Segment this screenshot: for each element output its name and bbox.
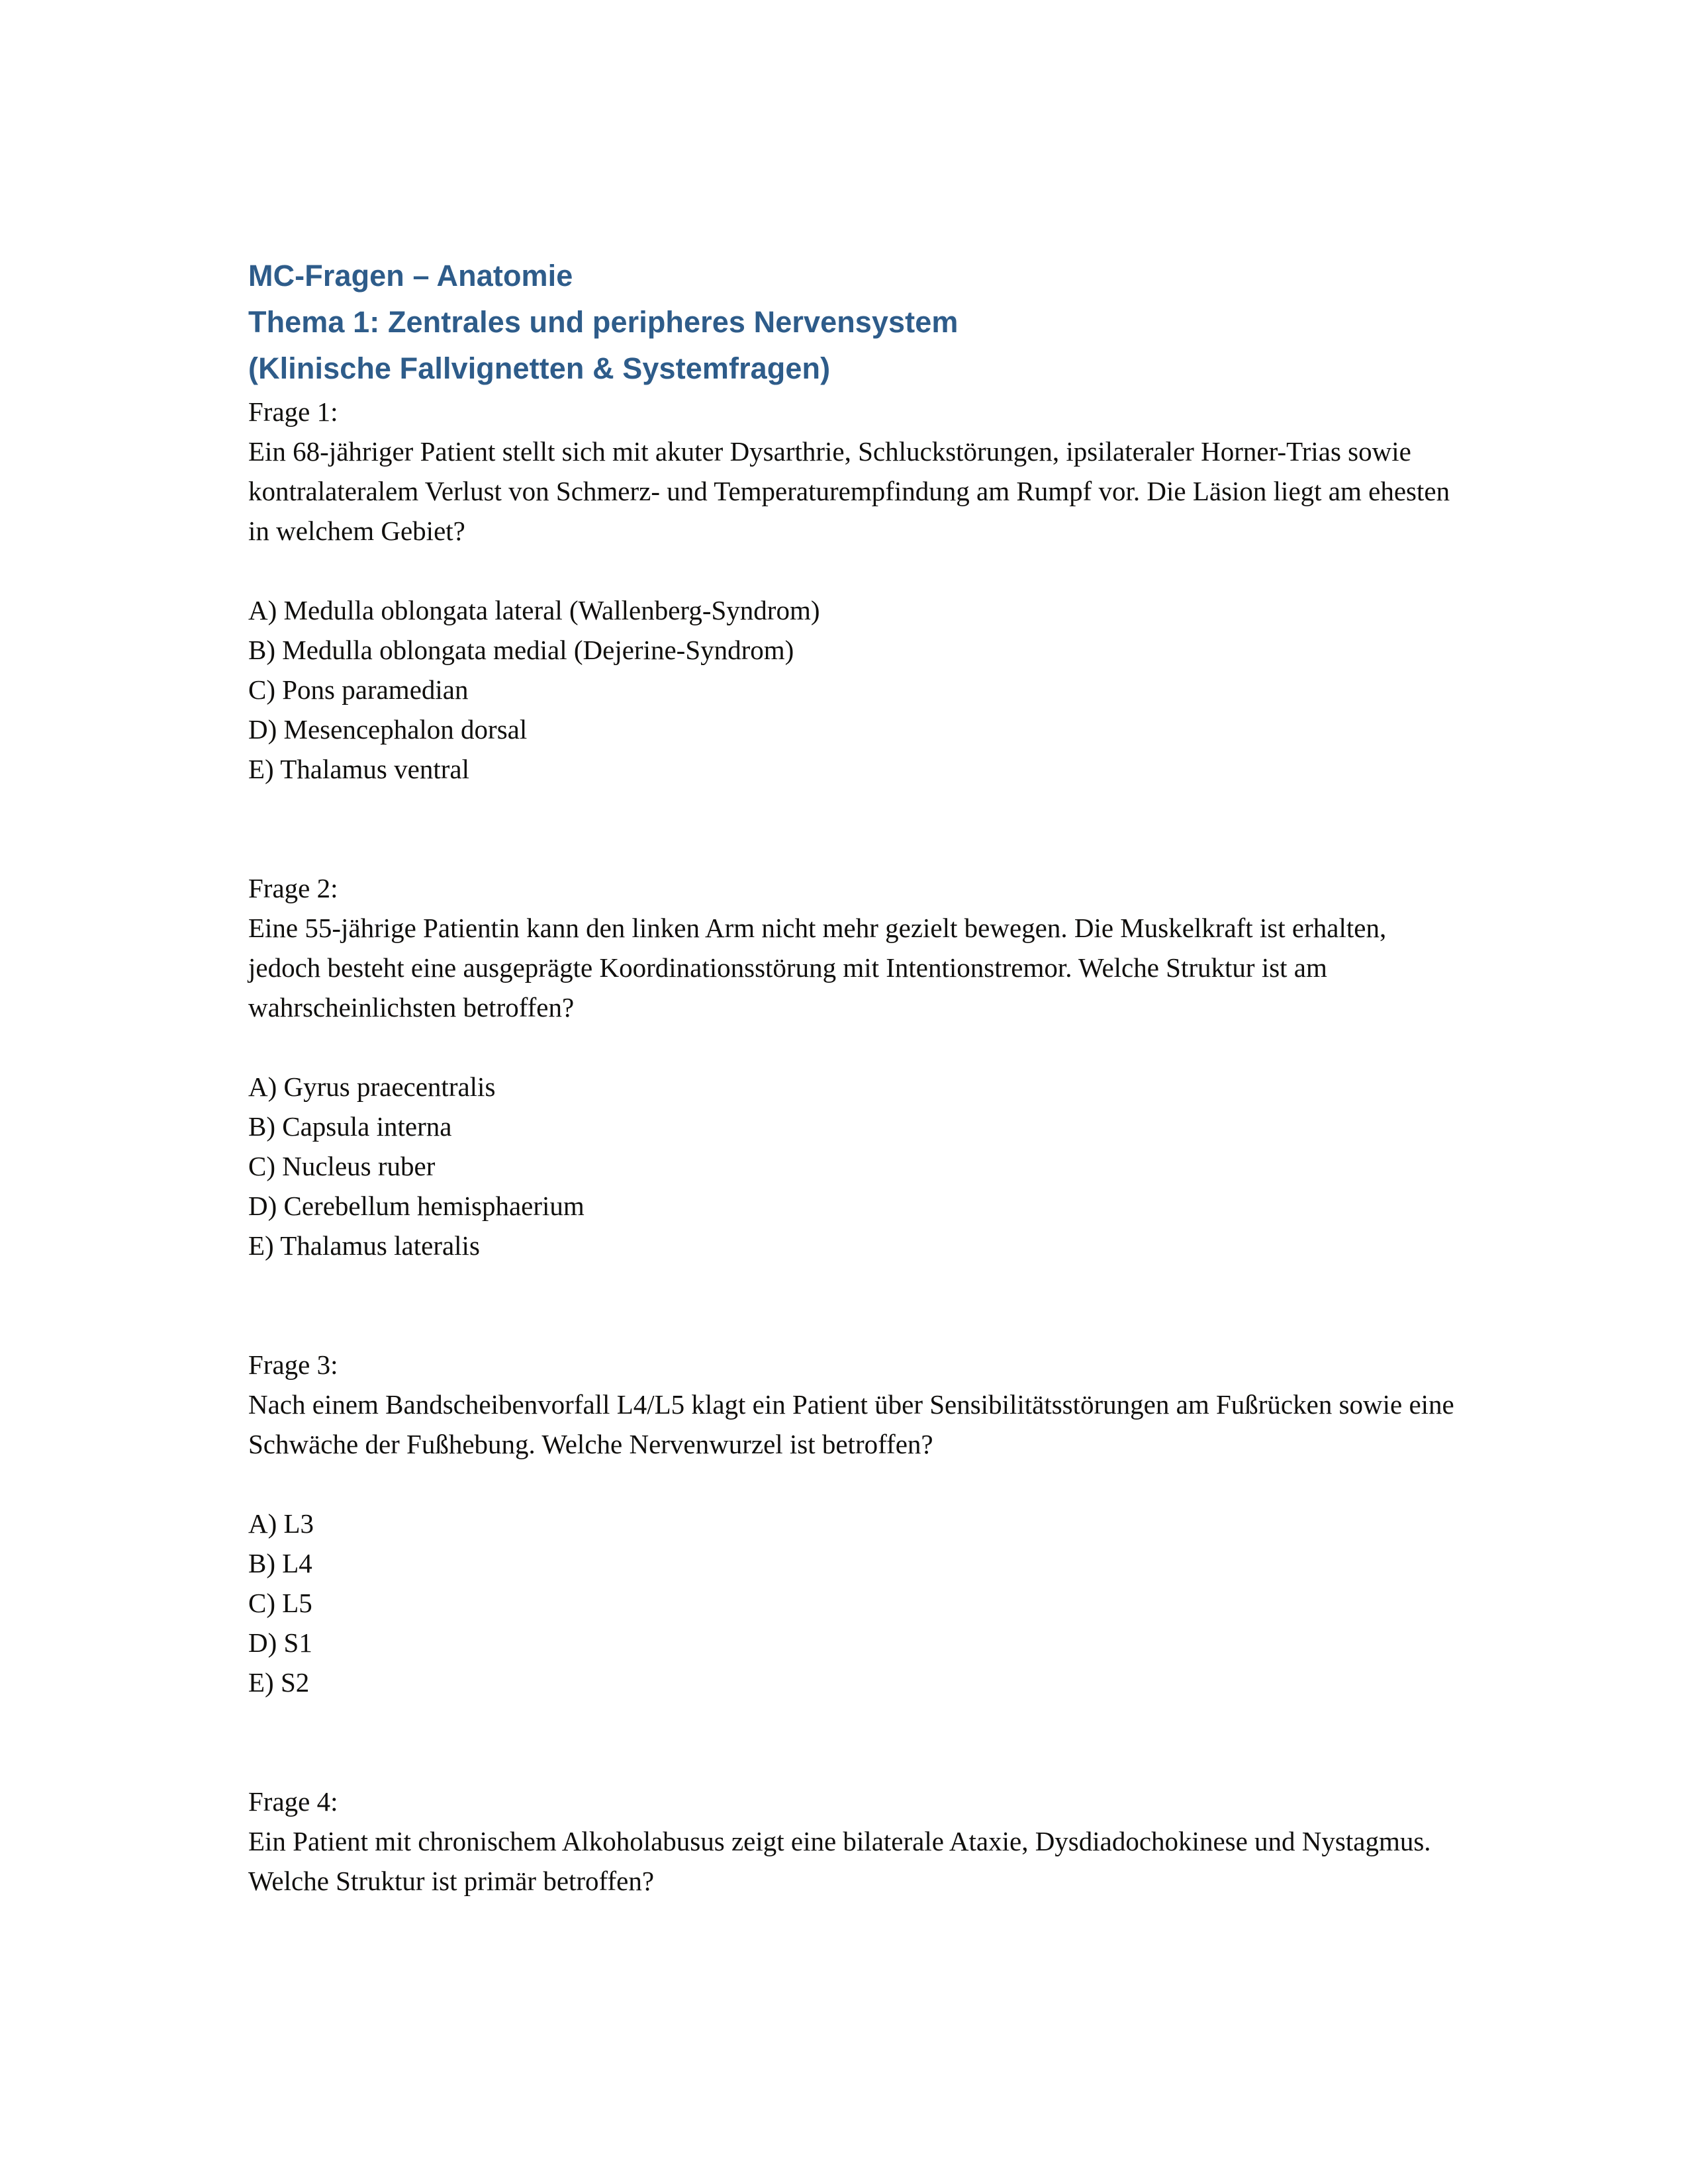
option-item[interactable]: E) Thalamus ventral xyxy=(248,754,469,784)
question-label-3: Frage 3: xyxy=(248,1349,338,1380)
option-item[interactable]: E) S2 xyxy=(248,1667,310,1698)
spacer xyxy=(248,1027,1466,1067)
option-item[interactable]: A) Gyrus praecentralis xyxy=(248,1071,496,1102)
question-block-4 xyxy=(248,1782,1466,1901)
option-list-3 xyxy=(248,1504,1466,1702)
spacer xyxy=(248,1702,1466,1782)
spacer xyxy=(248,551,1466,590)
question-block-2 xyxy=(248,868,1466,1265)
option-item[interactable]: D) Mesencephalon dorsal xyxy=(248,714,528,745)
question-stem-4: Ein Patient mit chronischem Alkoholabusus zeigt eine bilaterale Ataxie, Dysdiadochokinese und Nystagmus. Welche Struktur ist primär betroffen? xyxy=(248,1826,1431,1896)
option-item[interactable]: D) Cerebellum hemisphaerium xyxy=(248,1191,585,1221)
question-label-2: Frage 2: xyxy=(248,873,338,903)
option-item[interactable]: B) Medulla oblongata medial (Dejerine-Syndrom) xyxy=(248,635,794,665)
option-item[interactable]: B) L4 xyxy=(248,1548,312,1578)
option-item[interactable]: B) Capsula interna xyxy=(248,1111,452,1142)
question-label-4: Frage 4: xyxy=(248,1786,338,1817)
question-block-3 xyxy=(248,1345,1466,1702)
spacer xyxy=(248,1265,1466,1345)
option-item[interactable]: A) L3 xyxy=(248,1508,314,1539)
option-item[interactable]: C) Pons paramedian xyxy=(248,674,469,705)
option-item[interactable]: C) L5 xyxy=(248,1588,312,1618)
option-item[interactable]: E) Thalamus lateralis xyxy=(248,1230,480,1261)
option-list-1 xyxy=(248,590,1466,789)
document-heading-line-1: MC-Fragen – Anatomie xyxy=(248,259,573,293)
spacer xyxy=(248,1464,1466,1504)
question-label-1: Frage 1: xyxy=(248,396,338,427)
option-item[interactable]: A) Medulla oblongata lateral (Wallenberg-Syndrom) xyxy=(248,595,820,625)
document-heading-line-2: Thema 1: Zentrales und peripheres Nervensystem xyxy=(248,305,959,339)
question-stem-2: Eine 55-jährige Patientin kann den linken Arm nicht mehr gezielt bewegen. Die Muskelkraft ist erhalten, jedoch besteht eine ausgeprägte Koordinationsstörung mit Intentionstremor. Welche Struktur ist am wahrscheinlichsten betroffen? xyxy=(248,913,1387,1023)
question-stem-1: Ein 68-jähriger Patient stellt sich mit akuter Dysarthrie, Schluckstörungen, ipsilateraler Horner-Trias sowie kontralateralem Verlust von Schmerz- und Temperaturempfindung am Rumpf vor. Die Läsion liegt am ehesten in welchem Gebiet? xyxy=(248,436,1450,546)
document-heading-line-3: (Klinische Fallvignetten & Systemfragen) xyxy=(248,351,831,385)
option-list-2 xyxy=(248,1067,1466,1265)
option-item[interactable]: D) S1 xyxy=(248,1627,312,1658)
question-stem-3: Nach einem Bandscheibenvorfall L4/L5 klagt ein Patient über Sensibilitätsstörungen am Fußrücken sowie eine Schwäche der Fußhebung. Welche Nervenwurzel ist betroffen? xyxy=(248,1389,1454,1459)
option-item[interactable]: C) Nucleus ruber xyxy=(248,1151,436,1181)
document-title-block xyxy=(248,253,1466,392)
spacer xyxy=(248,789,1466,868)
document-content xyxy=(248,253,1466,1901)
question-block-1 xyxy=(248,392,1466,789)
